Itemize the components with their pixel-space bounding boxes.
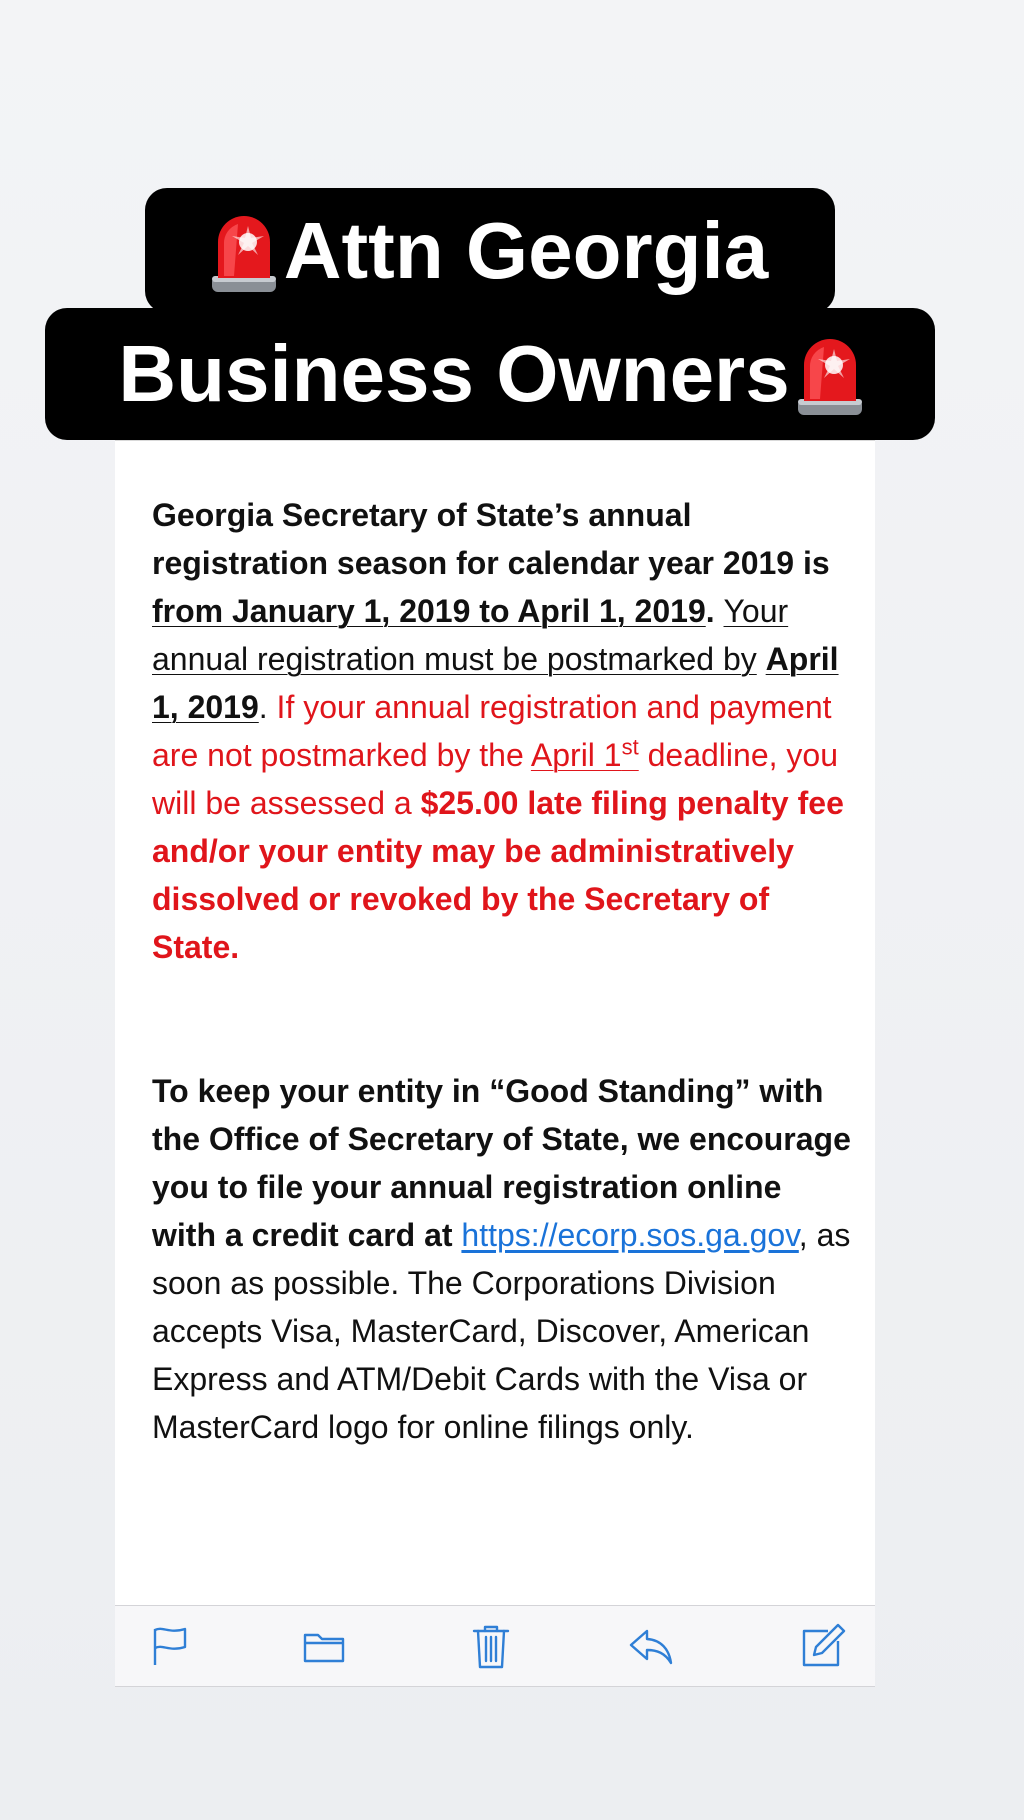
registration-date-range: from January 1, 2019 to April 1, 2019 xyxy=(152,593,706,629)
ordinal-suffix: st xyxy=(621,734,639,760)
punctuation: . xyxy=(258,689,277,725)
payment-methods-text: , as soon as possible. The Corporations Division accepts Visa, MasterCard, Discover, American Express and ATM/Debit Cards with the Visa or MasterCard logo for online filings only. xyxy=(152,1217,851,1445)
deadline-ordinal xyxy=(530,734,639,773)
mail-toolbar xyxy=(115,1605,875,1687)
penalty-warning: $25.00 late filing penalty fee and/or your entity may be administratively dissolved or revoked by the Secretary of State. xyxy=(152,785,844,965)
siren-icon xyxy=(208,208,280,294)
late-warning-text-2: deadline, you will be assessed a xyxy=(152,737,838,821)
ecorp-link[interactable]: https://ecorp.sos.ga.gov xyxy=(461,1217,799,1253)
good-standing-text: To keep your entity in “Good Standing” with the Office of Secretary of State, we encourage you to file your annual registration online with a credit card at xyxy=(152,1073,851,1253)
punctuation: . xyxy=(705,593,724,629)
deadline-ordinal-text: April 1 xyxy=(530,737,622,773)
title-banner xyxy=(0,0,1024,460)
deadline-date: April 1, 2019 xyxy=(152,641,839,725)
late-warning-text: If your annual registration and payment are not postmarked by the xyxy=(152,689,832,773)
email-paragraph-2 xyxy=(152,1067,852,1451)
banner-line-2 xyxy=(45,308,935,440)
postmark-requirement-text: Your annual registration must be postmarked by xyxy=(152,593,789,677)
spacer-text xyxy=(757,641,766,677)
email-paragraph-1 xyxy=(152,491,852,971)
email-body xyxy=(152,491,852,1451)
reply-icon[interactable] xyxy=(627,1623,673,1669)
siren-icon xyxy=(794,331,866,417)
folder-icon[interactable] xyxy=(301,1623,347,1669)
registration-season-text: Georgia Secretary of State’s annual registration season for calendar year 2019 is xyxy=(152,497,830,581)
banner-title-line-2: Business Owners xyxy=(118,329,790,418)
banner-line-1 xyxy=(145,188,835,313)
email-message-card xyxy=(115,440,875,1686)
trash-icon[interactable] xyxy=(468,1623,514,1669)
flag-icon[interactable] xyxy=(147,1623,193,1669)
compose-icon[interactable] xyxy=(800,1623,846,1669)
banner-title-line-1: Attn Georgia xyxy=(283,205,769,295)
